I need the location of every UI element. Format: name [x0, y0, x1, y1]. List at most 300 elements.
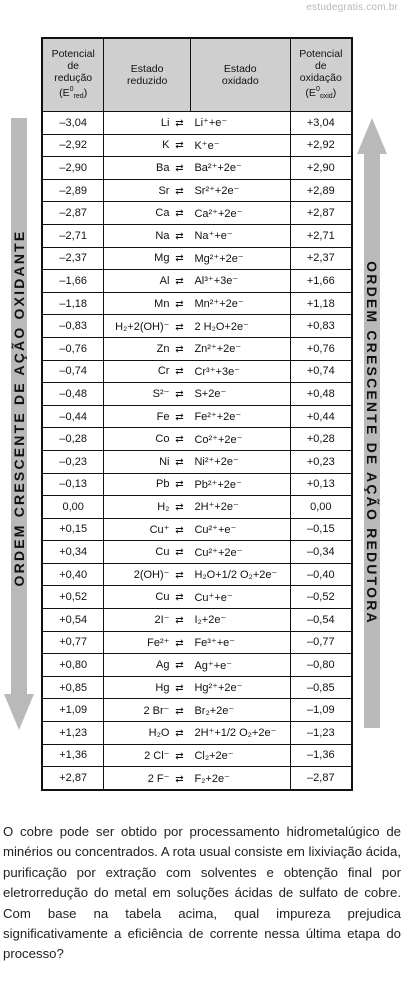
- reduced-species-cell: [104, 270, 191, 293]
- table-row: [42, 450, 352, 473]
- oxidation-potential-cell: [290, 112, 352, 135]
- reduction-potential-cell-text: –2,90: [59, 161, 87, 174]
- oxidized-species-cell-text: Co²⁺+2e⁻: [194, 433, 243, 446]
- reduction-potential-cell: [42, 450, 104, 473]
- oxidation-potential-cell-text: –1,09: [307, 704, 335, 717]
- oxidation-potential-cell: [290, 360, 352, 383]
- oxidation-potential-cell: [290, 428, 352, 451]
- table-row: [42, 586, 352, 609]
- reduction-potential-cell-text: –0,13: [59, 478, 87, 491]
- reduced-species-cell: [104, 541, 191, 564]
- oxidation-potential-cell: [290, 292, 352, 315]
- oxidized-species-cell-text: Cu⁺+e⁻: [194, 591, 233, 604]
- oxidized-species-cell: [190, 134, 290, 157]
- table-row: [42, 428, 352, 451]
- oxidized-species-cell-text: H₂O+1/2 O₂+2e⁻: [194, 569, 278, 582]
- reduction-potential-cell-text: +0,77: [59, 636, 88, 649]
- reduced-species-cell: [104, 744, 191, 767]
- oxidation-potential-cell-text: +2,90: [306, 161, 335, 174]
- oxidized-species-cell-text: K⁺e⁻: [194, 139, 220, 152]
- oxidized-species-cell-text: Ni²⁺+2e⁻: [194, 456, 239, 469]
- table-row: [42, 112, 352, 135]
- reduced-species-cell-text: Cr: [157, 365, 170, 378]
- oxidized-species-cell: [190, 112, 290, 135]
- oxidized-species-cell-text: Zn²⁺+2e⁻: [194, 343, 242, 356]
- oxidized-species-cell-text: Cl₂+2e⁻: [194, 749, 234, 762]
- reduction-potential-cell-text: +1,36: [59, 749, 88, 762]
- oxidation-potential-cell-text: 0,00: [310, 500, 332, 513]
- table-row: [42, 744, 352, 767]
- reduction-potential-cell-text: –2,37: [59, 252, 87, 265]
- equilibrium-arrows-icon: ⇄: [175, 208, 184, 220]
- reduced-species-cell-text: K: [162, 139, 170, 152]
- arrow-up-icon: [357, 118, 387, 154]
- oxidation-potential-cell-text: –1,23: [307, 726, 335, 739]
- oxidized-species-cell: [190, 563, 290, 586]
- table-row: [42, 224, 352, 247]
- equilibrium-arrows-icon: ⇄: [175, 230, 184, 242]
- reduction-potential-cell-text: +0,40: [59, 568, 88, 581]
- equilibrium-arrows-icon: ⇄: [175, 615, 184, 627]
- oxidation-potential-cell: [290, 202, 352, 225]
- reduction-potential-cell: [42, 112, 104, 135]
- oxidized-species-cell-text: F₂+2e⁻: [194, 772, 230, 785]
- reduced-species-cell: [104, 631, 191, 654]
- oxidized-species-cell: [190, 337, 290, 360]
- oxidized-species-cell: [190, 609, 290, 632]
- oxidation-potential-cell-text: –0,52: [307, 591, 335, 604]
- reduced-species-cell: [104, 654, 191, 677]
- table-row: [42, 722, 352, 745]
- oxidation-potential-cell: [290, 676, 352, 699]
- reduction-potential-cell-text: –0,74: [59, 365, 87, 378]
- reduced-species-cell: [104, 179, 191, 202]
- oxidation-potential-cell: [290, 247, 352, 270]
- reduction-potential-cell: [42, 541, 104, 564]
- table-row: [42, 134, 352, 157]
- equilibrium-arrows-icon: ⇄: [175, 411, 184, 423]
- reduced-species-cell: [104, 450, 191, 473]
- oxidation-potential-cell-text: +0,83: [306, 320, 335, 333]
- reduced-species-cell: [104, 563, 191, 586]
- oxidation-potential-cell-text: +0,76: [306, 342, 335, 355]
- reduced-species-cell-text: H₂O: [148, 726, 170, 739]
- oxidized-species-cell: [190, 360, 290, 383]
- equilibrium-arrows-icon: ⇄: [175, 321, 184, 333]
- reduction-potential-cell: [42, 473, 104, 496]
- oxidized-species-cell-text: Cu²⁺+2e⁻: [194, 546, 243, 559]
- oxidation-potential-cell: [290, 179, 352, 202]
- oxidation-potential-cell-text: +2,92: [306, 139, 335, 152]
- oxidation-potential-cell-text: +3,04: [306, 116, 335, 129]
- oxidation-potential-cell: [290, 337, 352, 360]
- reduction-potential-cell-text: +0,85: [59, 681, 88, 694]
- reduced-species-cell: [104, 609, 191, 632]
- reduction-potential-cell: [42, 405, 104, 428]
- table-row: [42, 496, 352, 519]
- oxidation-potential-cell-text: –0,80: [307, 659, 335, 672]
- oxidation-potential-cell: [290, 586, 352, 609]
- oxidized-species-cell: [190, 157, 290, 180]
- equilibrium-arrows-icon: ⇄: [175, 773, 184, 785]
- reduction-potential-cell-text: –0,28: [59, 433, 87, 446]
- oxidized-species-cell-text: 2H⁺+1/2 O₂+2e⁻: [194, 727, 277, 740]
- equilibrium-arrows-icon: ⇄: [175, 389, 184, 401]
- reduction-potential-cell: [42, 428, 104, 451]
- oxidation-potential-cell: [290, 405, 352, 428]
- oxidized-species-cell-text: Na⁺+e⁻: [194, 230, 233, 243]
- reduction-potential-cell: [42, 563, 104, 586]
- oxidized-species-cell: [190, 518, 290, 541]
- reduction-potential-cell-text: –2,89: [59, 184, 87, 197]
- oxidation-potential-cell-text: +0,48: [306, 387, 335, 400]
- oxidation-potential-cell: [290, 699, 352, 722]
- table-row: [42, 405, 352, 428]
- reduction-potential-cell-text: –2,92: [59, 139, 87, 152]
- reduced-species-cell-text: S²⁻: [152, 388, 170, 401]
- reduction-potential-cell: [42, 631, 104, 654]
- oxidation-potential-cell: [290, 722, 352, 745]
- table-row: [42, 292, 352, 315]
- reduced-species-cell: [104, 134, 191, 157]
- oxidation-potential-cell-text: –0,85: [307, 681, 335, 694]
- oxidized-species-cell: [190, 405, 290, 428]
- oxidation-potential-cell: [290, 654, 352, 677]
- table-row: [42, 609, 352, 632]
- reduction-potential-cell: [42, 383, 104, 406]
- oxidation-potential-cell-text: +2,37: [306, 252, 335, 265]
- oxidized-species-cell: [190, 247, 290, 270]
- oxidation-potential-cell: [290, 224, 352, 247]
- oxidized-species-cell: [190, 496, 290, 519]
- oxidized-species-cell: [190, 224, 290, 247]
- reduction-potential-cell: [42, 609, 104, 632]
- reduction-potential-cell-text: +2,87: [59, 772, 88, 785]
- oxidized-species-cell-text: Li⁺+e⁻: [194, 117, 228, 130]
- oxidation-potential-cell-text: +0,13: [306, 478, 335, 491]
- reduction-potential-cell: [42, 654, 104, 677]
- oxidation-potential-cell: [290, 383, 352, 406]
- reduced-species-cell-text: Al: [159, 274, 170, 287]
- oxidizing-action-label: ORDEM CRESCENTE DE AÇÃO OXIDANTE: [11, 229, 27, 587]
- reduction-potential-cell: [42, 247, 104, 270]
- oxidation-potential-cell-text: –0,77: [307, 636, 335, 649]
- oxidized-species-cell: [190, 292, 290, 315]
- oxidation-potential-cell: [290, 496, 352, 519]
- reduced-species-cell: [104, 428, 191, 451]
- oxidized-species-cell-text: 2 H₂O+2e⁻: [194, 320, 249, 333]
- oxidized-species-cell: [190, 541, 290, 564]
- table-row: [42, 563, 352, 586]
- reduction-potential-cell-text: –0,76: [59, 342, 87, 355]
- oxidized-species-cell-text: Al³⁺+3e⁻: [194, 275, 239, 288]
- header-oxidized-state: Estado oxidado: [190, 38, 290, 112]
- equilibrium-arrows-icon: ⇄: [175, 298, 184, 310]
- reduced-species-cell: [104, 112, 191, 135]
- table-row: [42, 315, 352, 338]
- reduced-species-cell-text: 2I⁻: [154, 614, 170, 627]
- oxidation-potential-cell: [290, 563, 352, 586]
- reduction-potential-cell-text: –1,18: [59, 297, 87, 310]
- reduction-potential-cell-text: –0,44: [59, 410, 87, 423]
- reduction-potential-cell-text: +0,52: [59, 591, 88, 604]
- equilibrium-arrows-icon: ⇄: [175, 660, 184, 672]
- oxidation-potential-cell: [290, 609, 352, 632]
- reduced-species-cell-text: Cu⁺: [149, 523, 170, 536]
- question-text: O cobre pode ser obtido por processamento hidrometalúgico de minérios ou concentrados. A rota usual consiste em lixiviação ácida, purificação por extração com solventes e obtenção final por eletrorredução do metal em soluções ácidas de sulfato de cobre. Com base na tabela acima, qual impureza prejudica significativamente a eficiência de corrente nessa última etapa do processo?: [3, 824, 401, 962]
- oxidized-species-cell: [190, 654, 290, 677]
- arrow-down-icon: [4, 694, 34, 730]
- table-row: [42, 676, 352, 699]
- equilibrium-arrows-icon: ⇄: [175, 637, 184, 649]
- oxidation-potential-cell: [290, 767, 352, 790]
- reduction-potential-cell: [42, 134, 104, 157]
- reduced-species-cell: [104, 315, 191, 338]
- reduced-species-cell: [104, 518, 191, 541]
- equilibrium-arrows-icon: ⇄: [175, 185, 184, 197]
- equilibrium-arrows-icon: ⇄: [175, 501, 184, 513]
- reduced-species-cell: [104, 224, 191, 247]
- table-row: [42, 518, 352, 541]
- oxidized-species-cell: [190, 450, 290, 473]
- reduced-species-cell-text: Co: [155, 433, 170, 446]
- reducing-action-arrow: [357, 118, 387, 730]
- oxidized-species-cell-text: Pb²⁺+2e⁻: [194, 478, 242, 491]
- reduced-species-cell: [104, 202, 191, 225]
- equilibrium-arrows-icon: ⇄: [175, 343, 184, 355]
- oxidized-species-cell: [190, 383, 290, 406]
- reduced-species-cell-text: Fe²⁺: [147, 636, 170, 649]
- reduction-potential-cell: [42, 586, 104, 609]
- reduced-species-cell-text: 2(OH)⁻: [133, 569, 170, 582]
- reduced-species-cell: [104, 383, 191, 406]
- table-row: [42, 767, 352, 790]
- reduced-species-cell-text: Ni: [159, 455, 170, 468]
- reduction-potential-cell-text: –2,71: [59, 229, 87, 242]
- reduction-potential-cell: [42, 270, 104, 293]
- header-reduced-state: Estado reduzido: [104, 38, 191, 112]
- reduced-species-cell: [104, 292, 191, 315]
- reduced-species-cell-text: Li: [160, 116, 170, 129]
- oxidized-species-cell-text: I₂+2e⁻: [194, 614, 227, 627]
- table-row: [42, 247, 352, 270]
- table-row: [42, 202, 352, 225]
- reduction-potential-cell: [42, 744, 104, 767]
- oxidized-species-cell-text: Sr²⁺+2e⁻: [194, 185, 240, 198]
- reduced-species-cell-text: 2 Cl⁻: [144, 749, 170, 762]
- oxidation-potential-cell: [290, 270, 352, 293]
- reduced-species-cell-text: Fe: [156, 410, 170, 423]
- reduction-potential-cell: [42, 292, 104, 315]
- table-row: [42, 157, 352, 180]
- reduced-species-cell-text: Cu: [155, 546, 170, 559]
- oxidized-species-cell-text: Br₂+2e⁻: [194, 704, 235, 717]
- oxidized-species-cell-text: Cu²⁺+e⁻: [194, 523, 237, 536]
- reduced-species-cell: [104, 405, 191, 428]
- reduced-species-cell: [104, 586, 191, 609]
- table-row: [42, 337, 352, 360]
- table-header-row: [42, 38, 352, 112]
- oxidation-potential-cell-text: –1,36: [307, 749, 335, 762]
- reduction-potential-cell: [42, 722, 104, 745]
- equilibrium-arrows-icon: ⇄: [175, 162, 184, 174]
- oxidation-potential-cell-text: +1,66: [306, 274, 335, 287]
- oxidized-species-cell-text: Mn²⁺+2e⁻: [194, 298, 244, 311]
- oxidized-species-cell: [190, 767, 290, 790]
- reduction-potential-cell: [42, 496, 104, 519]
- reduced-species-cell: [104, 473, 191, 496]
- oxidation-potential-cell: [290, 450, 352, 473]
- reduction-potential-cell: [42, 202, 104, 225]
- header-reduction-potential: Potencial de redução $(E^0red)$: [42, 38, 104, 112]
- reduced-species-cell-text: Pb: [155, 478, 170, 491]
- oxidized-species-cell-text: 2H⁺+2e⁻: [194, 501, 239, 514]
- reduction-potential-cell: [42, 699, 104, 722]
- table-row: [42, 383, 352, 406]
- reduction-potential-cell-text: –2,87: [59, 207, 87, 220]
- reduction-potential-cell-text: +0,34: [59, 546, 88, 559]
- oxidized-species-cell: [190, 744, 290, 767]
- equilibrium-arrows-icon: ⇄: [175, 750, 184, 762]
- table-body: [42, 112, 352, 790]
- equilibrium-arrows-icon: ⇄: [175, 253, 184, 265]
- oxidized-species-cell: [190, 428, 290, 451]
- oxidized-species-cell: [190, 179, 290, 202]
- table-row: [42, 654, 352, 677]
- oxidized-species-cell-text: Fe³⁺+e⁻: [194, 636, 236, 649]
- oxidation-potential-cell: [290, 744, 352, 767]
- reduction-potential-cell-text: –1,66: [59, 274, 87, 287]
- oxidized-species-cell: [190, 270, 290, 293]
- oxidation-potential-cell: [290, 541, 352, 564]
- site-watermark: estudegratis.com.br: [306, 2, 398, 13]
- table-row: [42, 541, 352, 564]
- oxidation-potential-cell-text: +0,44: [306, 410, 335, 423]
- table-row: [42, 179, 352, 202]
- oxidized-species-cell-text: Fe²⁺+2e⁻: [194, 411, 242, 424]
- equilibrium-arrows-icon: ⇄: [175, 479, 184, 491]
- reduction-potential-cell-text: 0,00: [62, 500, 84, 513]
- equilibrium-arrows-icon: ⇄: [175, 275, 184, 287]
- oxidized-species-cell: [190, 473, 290, 496]
- equilibrium-arrows-icon: ⇄: [175, 366, 184, 378]
- reduction-potential-cell: [42, 337, 104, 360]
- reduced-species-cell: [104, 767, 191, 790]
- oxidized-species-cell: [190, 586, 290, 609]
- oxidized-species-cell: [190, 699, 290, 722]
- reduced-species-cell-text: Mg: [154, 252, 170, 265]
- oxidized-species-cell-text: Ag⁺+e⁻: [194, 659, 233, 672]
- equilibrium-arrows-icon: ⇄: [175, 140, 184, 152]
- oxidized-species-cell: [190, 722, 290, 745]
- reduced-species-cell-text: Ca: [155, 207, 170, 220]
- equilibrium-arrows-icon: ⇄: [175, 570, 184, 582]
- reduced-species-cell-text: 2 Br⁻: [143, 704, 170, 717]
- reduction-potential-cell-text: –0,23: [59, 455, 87, 468]
- oxidized-species-cell-text: Ca²⁺+2e⁻: [194, 207, 243, 220]
- oxidation-potential-cell-text: +0,28: [306, 433, 335, 446]
- reduction-potential-cell: [42, 767, 104, 790]
- oxidation-potential-cell: [290, 518, 352, 541]
- reduced-species-cell-text: H₂: [157, 500, 170, 513]
- reducing-action-label: ORDEM CRESCENTE DE AÇÃO REDUTORA: [364, 261, 380, 625]
- oxidation-potential-cell-text: –0,15: [307, 523, 335, 536]
- equilibrium-arrows-icon: ⇄: [175, 705, 184, 717]
- reduced-species-cell: [104, 722, 191, 745]
- oxidizing-action-arrow: [4, 118, 34, 730]
- reduction-potential-cell-text: +0,80: [59, 659, 88, 672]
- reduction-potential-cell: [42, 224, 104, 247]
- equilibrium-arrows-icon: ⇄: [175, 434, 184, 446]
- reduced-species-cell-text: Zn: [156, 342, 170, 355]
- reduced-species-cell-text: H₂+2(OH)⁻: [115, 320, 170, 333]
- oxidation-potential-cell-text: +2,89: [306, 184, 335, 197]
- reduction-potential-cell-text: –3,04: [59, 116, 87, 129]
- reduced-species-cell-text: Mn: [154, 297, 170, 310]
- reduction-potential-cell: [42, 676, 104, 699]
- oxidation-potential-cell-text: –0,54: [307, 613, 335, 626]
- oxidation-potential-cell-text: +2,71: [306, 229, 335, 242]
- reduced-species-cell-text: Na: [155, 229, 170, 242]
- reduced-species-cell-text: Cu: [155, 591, 170, 604]
- oxidized-species-cell: [190, 202, 290, 225]
- oxidation-potential-cell-text: –0,34: [307, 546, 335, 559]
- table-row: [42, 473, 352, 496]
- reduction-potential-cell-text: –0,48: [59, 387, 87, 400]
- reduction-potential-cell-text: +1,09: [59, 704, 88, 717]
- equilibrium-arrows-icon: ⇄: [175, 592, 184, 604]
- reduced-species-cell-text: Hg: [155, 681, 170, 694]
- reduction-potential-cell: [42, 315, 104, 338]
- oxidized-species-cell: [190, 676, 290, 699]
- table-row: [42, 631, 352, 654]
- reduction-potential-cell-text: +0,15: [59, 523, 88, 536]
- reduced-species-cell: [104, 699, 191, 722]
- oxidized-species-cell-text: Hg²⁺+2e⁻: [194, 682, 243, 695]
- reduction-potential-cell: [42, 157, 104, 180]
- oxidized-species-cell-text: Ba²⁺+2e⁻: [194, 162, 242, 175]
- reduction-potential-cell-text: +0,54: [59, 613, 88, 626]
- equilibrium-arrows-icon: ⇄: [175, 524, 184, 536]
- header-oxidation-potential: Potencial de oxidação $(E^0oxid)$: [290, 38, 352, 112]
- equilibrium-arrows-icon: ⇄: [175, 727, 184, 739]
- reduction-potential-cell-text: –0,83: [59, 320, 87, 333]
- oxidized-species-cell-text: Mg²⁺+2e⁻: [194, 252, 244, 265]
- oxidation-potential-cell-text: +0,74: [306, 365, 335, 378]
- reduction-potential-cell-text: +1,23: [59, 726, 88, 739]
- oxidation-potential-cell-text: –2,87: [307, 772, 335, 785]
- reduced-species-cell-text: Ba: [155, 161, 170, 174]
- reduced-species-cell-text: Ag: [155, 659, 170, 672]
- reduced-species-cell-text: 2 F⁻: [147, 772, 170, 785]
- reduced-species-cell: [104, 496, 191, 519]
- oxidized-species-cell-text: Cr³⁺+3e⁻: [194, 365, 240, 378]
- oxidized-species-cell-text: S+2e⁻: [194, 388, 227, 401]
- reduced-species-cell-text: Sr: [158, 184, 170, 197]
- reduced-species-cell: [104, 337, 191, 360]
- reduction-potential-cell: [42, 518, 104, 541]
- equilibrium-arrows-icon: ⇄: [175, 456, 184, 468]
- reduced-species-cell: [104, 247, 191, 270]
- reduction-potential-cell: [42, 360, 104, 383]
- oxidation-potential-cell: [290, 157, 352, 180]
- equilibrium-arrows-icon: ⇄: [175, 547, 184, 559]
- oxidation-potential-cell-text: +1,18: [306, 297, 335, 310]
- oxidized-species-cell: [190, 315, 290, 338]
- table-row: [42, 360, 352, 383]
- equilibrium-arrows-icon: ⇄: [175, 682, 184, 694]
- electrode-potentials-table: [41, 37, 353, 791]
